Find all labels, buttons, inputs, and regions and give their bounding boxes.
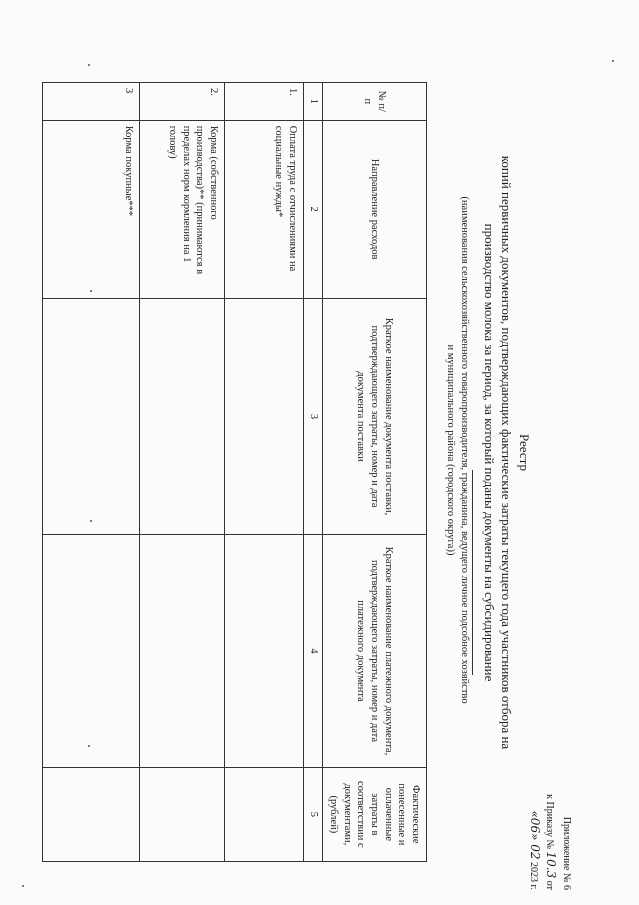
table-row (224, 83, 303, 862)
appendix-block (527, 772, 574, 890)
order-from: от (544, 880, 556, 890)
title-line-1: Реестр (517, 433, 532, 472)
register-table (42, 82, 427, 862)
order-date: «06» 02 (528, 810, 542, 860)
order-year: 2023 г. (528, 862, 539, 890)
row-number: 1. (224, 83, 303, 121)
empty-cell (42, 535, 139, 767)
title-line-2: копий первичных документов, подтверждающих фактические затраты текущего года участников отбора на (499, 155, 515, 750)
column-number: 4 (303, 535, 322, 767)
empty-cell (139, 298, 224, 535)
column-number-row (303, 83, 322, 862)
column-number: 2 (303, 120, 322, 298)
table-header-row (322, 83, 426, 862)
row-direction: Корма покупные*** (42, 120, 139, 298)
order-number: 10.3 (544, 851, 559, 879)
empty-cell (224, 535, 303, 767)
title-line-3: производство молока за период, за который поданы документы на субсидирование (481, 223, 497, 682)
row-number: 3 (42, 83, 139, 121)
row-direction: Корма (собственного производства)** (принимаются в пределах норм кормления на 1 голову) (139, 120, 224, 298)
column-number: 1 (303, 83, 322, 121)
row-number: 2. (139, 83, 224, 121)
empty-cell (139, 767, 224, 861)
empty-cell (42, 767, 139, 861)
header-costs: Фактические понесенные и оплаченные затраты в соответствии с документами, (рублей) (322, 767, 426, 861)
order-prefix: к Приказу № (544, 794, 556, 850)
empty-cell (139, 535, 224, 767)
table-row (42, 83, 139, 862)
column-number: 3 (303, 298, 322, 535)
table-row (139, 83, 224, 862)
row-direction: Оплата труда с отчислениями на социальные нужды* (224, 120, 303, 298)
subtitle-line-1: (наименования сельскохозяйственного товаропроизводителя, гражданина, ведущего личное подсобное хозяйство (459, 196, 470, 704)
appendix-label: Приложение № 6 (561, 816, 572, 890)
header-direction: Направление расходов (322, 120, 426, 298)
document-subtitle (443, 100, 471, 800)
empty-cell (224, 767, 303, 861)
header-delivery-doc: Краткое наименование документа поставки, подтверждающего затраты, номер и дата документа поставки (322, 298, 426, 535)
header-number: № п/п (322, 83, 426, 121)
empty-cell (42, 298, 139, 535)
column-number: 5 (303, 767, 322, 861)
document-title (480, 0, 533, 905)
empty-cell (224, 298, 303, 535)
subtitle-line-2: и муниципального района (городского округа)) (444, 344, 456, 556)
fill-in-line (472, 470, 473, 675)
header-payment-doc: Краткое наименование платежного документа, подтверждающего затраты, номер и дата платежного документа (322, 535, 426, 767)
